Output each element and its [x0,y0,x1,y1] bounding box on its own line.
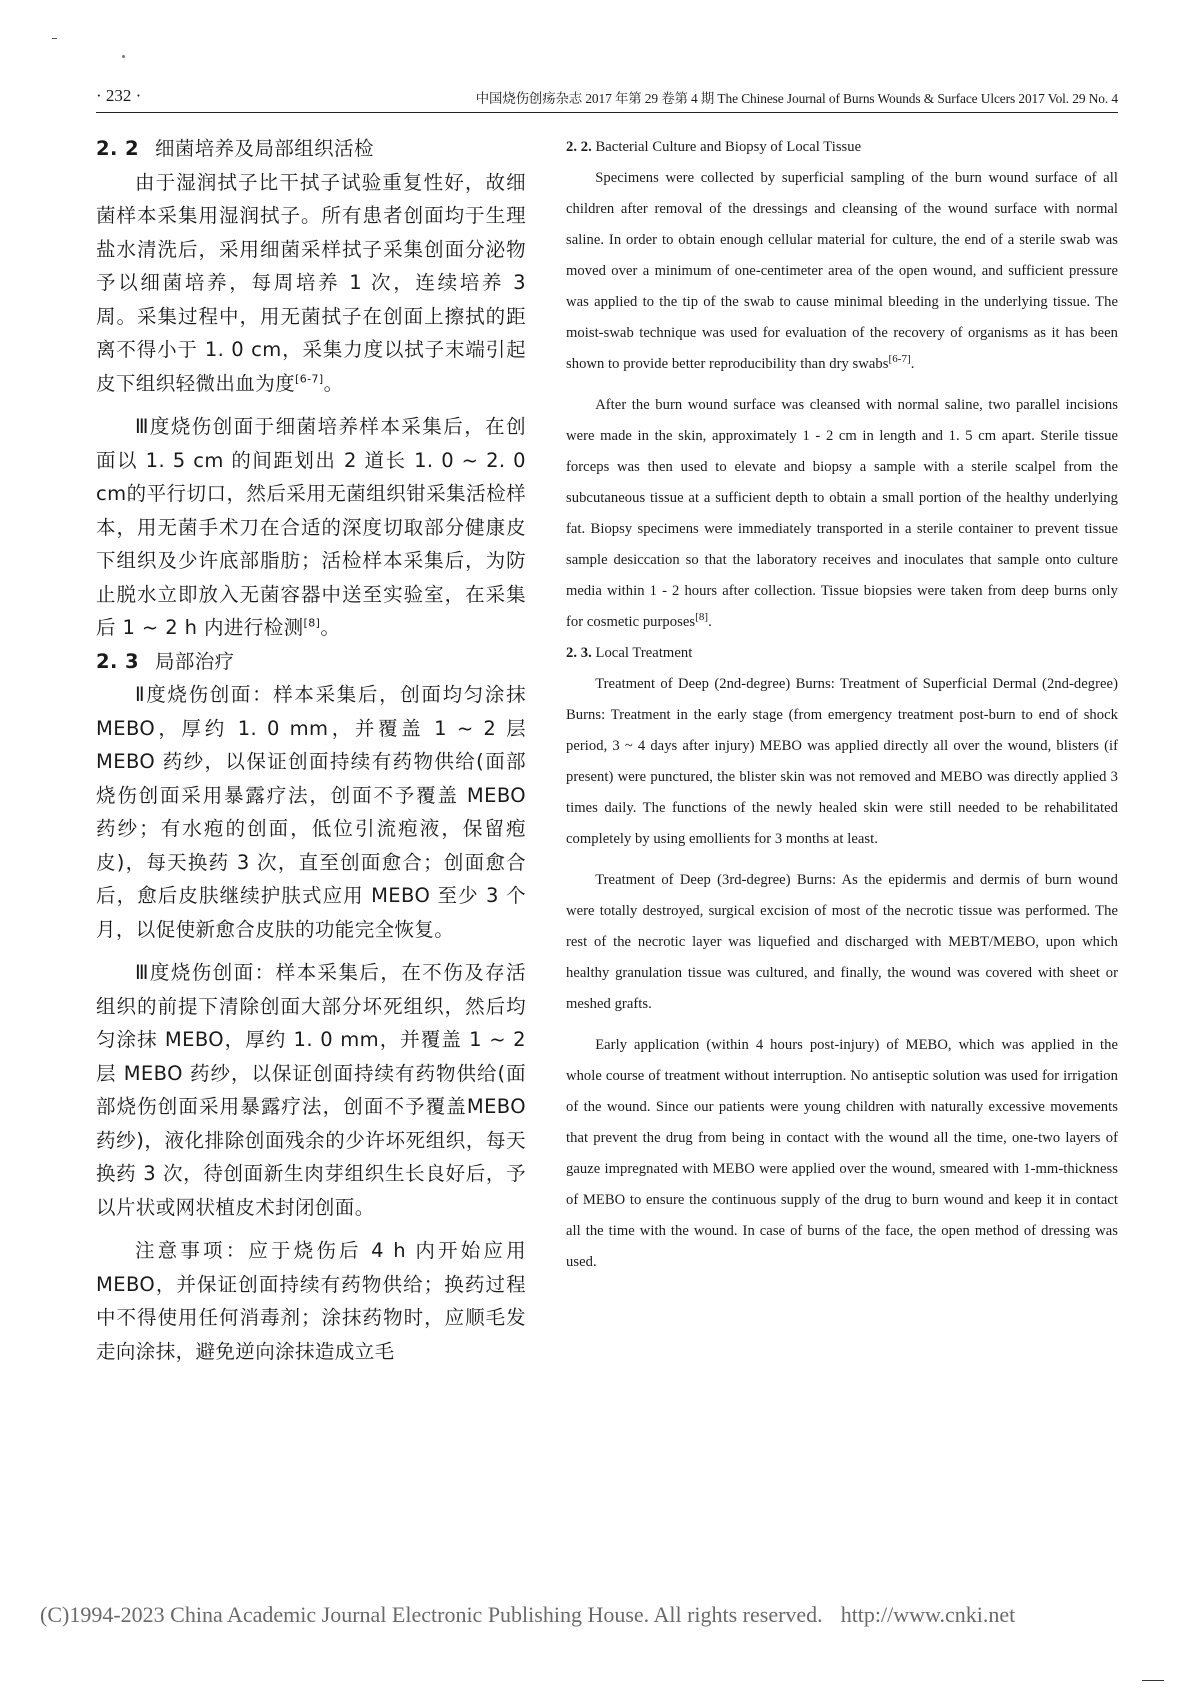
paragraph-cn-4: Ⅲ度烧伤创面：样本采集后，在不伤及存活组织的前提下清除创面大部分坏死组织，然后均匀涂抹 MEBO，厚约 1. 0 mm，并覆盖 1 ~ 2 层 MEBO 药纱，以保证创面持续有药物供给(面部烧伤创面采用暴露疗法，创面不予覆盖MEBO药纱)，液化排除创面残余的少许坏死组织，每天换药 3 次，待创面新生肉芽组织生长良好后，予以片状或网状植皮术封闭创面。 [96,961,526,1219]
section-number: 2. 3. [566,645,592,661]
paragraph-end: . [708,614,712,630]
section-number: 2. 2 [96,137,139,160]
scan-dot [122,55,125,58]
cnki-link[interactable]: http://www.cnki.net [840,1602,1016,1627]
paragraph-text: Specimens were collected by superficial sampling of the burn wound surface of all children after removal of the dressings and cleansing of the wound surface with normal saline. In order to obtain enough cellular material for culture, the end of a sterile swab was moved over a minimum of one-centimeter area of the open wound, and sufficient pressure was applied to the tip of the swab to cause minimal bleeding in the underlying tissue. The moist-swab technique was used for evaluation of the recovery of organisms as it has been shown to provide better reproducibility than dry swabs [566,170,1118,372]
section-title: 局部治疗 [154,649,235,673]
section-title: 细菌培养及局部组织活检 [154,137,374,160]
copyright-footer [40,1602,1164,1628]
section-heading-2-3-cn [96,645,526,679]
paragraph-en-5: Early application (within 4 hours post-injury) of MEBO, which was applied in the whole course of treatment without interruption. No antiseptic solution was used for irrigation of the wound. Since our patients were young children with naturally excessive movements that prevent the drug from being in contact with the wound all the time, one-two layers of gauze impregnated with MEBO were applied over the wound, smeared with 1-mm-thickness of MEBO to ensure the continuous supply of the drug to burn wound and keep it in contact all the time with the wound. In case of burns of the face, the open method of dressing was used. [566,1037,1118,1270]
paragraph-en-4: Treatment of Deep (3rd-degree) Burns: As the epidermis and dermis of burn wound were totally destroyed, surgical excision of most of the necrotic tissue was performed. The rest of the necrotic layer was liquefied and discharged with MEBT/MEBO, upon which healthy granulation tissue was cultured, and finally, the wound was covered with sheet or meshed grafts. [566,872,1118,1012]
running-header [96,86,1118,113]
citation-ref: [8] [303,616,321,630]
paragraph-text: Ⅲ度烧伤创面于细菌培养样本采集后，在创面以 1. 5 cm 的间距划出 2 道长 1. 0 ~ 2. 0 cm的平行切口，然后采用无菌组织钳采集活检样本，用无菌手术刀在合适的深度切取部分健康皮下组织及少许底部脂肪；活检样本采集后，为防止脱水立即放入无菌容器中送至实验室，在采集后 1 ~ 2 h 内进行检测 [96,415,526,639]
paragraph-en-3: Treatment of Deep (2nd-degree) Burns: Treatment of Superficial Dermal (2nd-degree) Burns: Treatment in the early stage (from emergency treatment post-burn to end of shock period, 3 ~ 4 days after injury) MEBO was applied directly all over the wound, blisters (if present) were punctured, the blister skin was not removed and MEBO was directly applied 3 times daily. The functions of the newly healed skin were still needed to be rehabilitated completely by using emollients for 3 months at least. [566,676,1118,847]
citation-ref: [6-7] [295,372,324,385]
citation-ref: [6-7] [888,353,911,366]
section-heading-2-2-cn [96,132,526,166]
paragraph-end: 。 [323,371,344,395]
paragraph-end: 。 [320,616,341,639]
section-heading-2-2-en [566,132,1118,163]
corner-mark [1142,1680,1164,1681]
paragraph-cn-1 [96,166,526,401]
paragraph-en-2 [566,390,1118,638]
paragraph-end: . [910,356,915,372]
section-title: Bacterial Culture and Biopsy of Local Tissue [595,139,862,155]
paragraph-cn-3: Ⅱ度烧伤创面：样本采集后，创面均匀涂抹 MEBO，厚约 1. 0 mm，并覆盖 1 ~ 2 层 MEBO 药纱，以保证创面持续有药物供给(面部烧伤创面采用暴露疗法，创面不予覆盖 MEBO 药纱；有水疱的创面，低位引流疱液，保留疱皮)，每天换药 3 次，直至创面愈合；创面愈合后，愈后皮肤继续护肤式应用 MEBO 至少 3 个月，以促使新愈合皮肤的功能完全恢复。 [96,683,526,941]
copyright-text: (C)1994-2023 China Academic Journal Electronic Publishing House. All rights reserved. [40,1602,823,1627]
citation-ref: [8] [695,611,709,624]
paragraph-en-1 [566,163,1118,380]
paragraph-cn-2 [96,410,526,645]
paragraph-cn-5: 注意事项：应于烧伤后 4 h 内开始应用 MEBO，并保证创面持续有药物供给；换药过程中不得使用任何消毒剂；涂抹药物时，应顺毛发走向涂抹，避免逆向涂抹造成立毛 [96,1239,526,1363]
section-number: 2. 3 [96,649,139,673]
paragraph-text: After the burn wound surface was cleansed with normal saline, two parallel incisions were made in the skin, approximately 1 - 2 cm in length and 1. 5 cm apart. Sterile tissue forceps was then used to elevate and biopsy a sample with a sterile scalpel from the subcutaneous tissue at a sufficient depth to obtain a small portion of the healthy underlying fat. Biopsy specimens were immediately transported in a sterile container to prevent tissue sample desiccation so that the laboratory receives and inoculates that sample onto culture media within 1 - 2 hours after collection. Tissue biopsies were taken from deep burns only for cosmetic purposes [566,397,1118,630]
section-heading-2-3-en [566,638,1118,669]
chinese-column [96,132,526,1368]
section-title: Local Treatment [595,645,693,661]
section-number: 2. 2. [566,139,592,155]
journal-citation: 中国烧伤创疡杂志 2017 年第 29 卷第 4 期 The Chinese Journal of Burns Wounds & Surface Ulcers 2017 Vol. 29 No. 4 [475,91,1118,106]
scan-mark [52,38,57,39]
english-column [566,132,1118,1278]
paragraph-text: 由于湿润拭子比干拭子试验重复性好，故细菌样本采集用湿润拭子。所有患者创面均于生理盐水清洗后，采用细菌采样拭子采集创面分泌物予以细菌培养，每周培养 1 次，连续培养 3 周。采集过程中，用无菌拭子在创面上擦拭的距离不得小于 1. 0 cm，采集力度以拭子末端引起皮下组织轻微出血为度 [96,170,526,395]
page-number: · 232 · [96,86,142,105]
